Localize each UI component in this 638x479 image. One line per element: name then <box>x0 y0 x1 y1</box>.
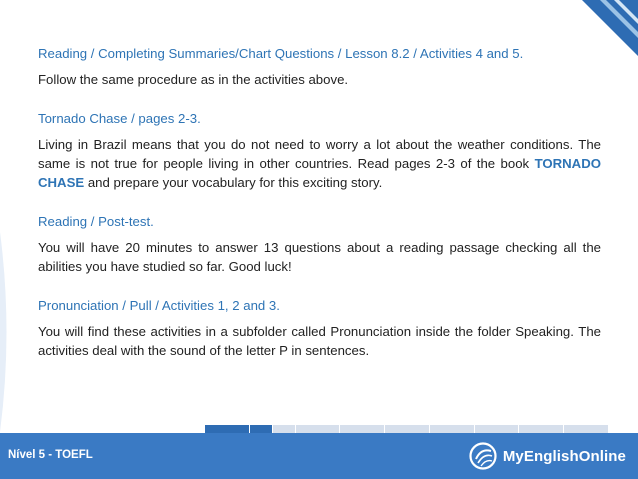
left-rail-decoration <box>0 232 13 432</box>
section-tornado-chase <box>38 109 601 192</box>
section-body: You will find these activities in a subfolder called Pronunciation inside the folder Speaking. The activities deal with the sound of the letter P in sentences. <box>38 324 601 358</box>
activities-list <box>38 44 601 380</box>
progress-segment <box>273 425 295 433</box>
slide-progress-bar <box>205 425 608 433</box>
progress-segment <box>475 425 519 433</box>
progress-segment <box>564 425 608 433</box>
footer-bar <box>0 433 638 479</box>
section-body-text: Living in Brazil means that you do not need to worry a lot about the weather conditions. The same is not true for people living in other countries. Read pages 2-3 of the book <box>38 137 601 171</box>
progress-segment-filled <box>250 425 272 433</box>
book-title-highlight: TORNADO CHASE <box>38 156 601 190</box>
level-label: Nível 5 - TOEFL <box>8 449 93 461</box>
section-pronunciation <box>38 296 601 360</box>
section-post-test <box>38 212 601 276</box>
section-heading: Pronunciation / Pull / Activities 1, 2 and 3. <box>38 298 280 313</box>
progress-segment <box>340 425 384 433</box>
progress-segment <box>430 425 474 433</box>
brand-logo <box>469 442 626 470</box>
progress-segment <box>519 425 563 433</box>
globe-swirl-icon <box>469 442 497 470</box>
section-reading-summaries <box>38 44 601 89</box>
progress-segment <box>385 425 429 433</box>
section-body <box>38 135 601 192</box>
section-heading: Reading / Completing Summaries/Chart Questions / Lesson 8.2 / Activities 4 and 5. <box>38 46 524 61</box>
section-body: You will have 20 minutes to answer 13 questions about a reading passage checking all the abilities you have studied so far. Good luck! <box>38 240 601 274</box>
section-heading: Tornado Chase / pages 2-3. <box>38 111 201 126</box>
section-heading: Reading / Post-test. <box>38 214 154 229</box>
section-body-text: and prepare your vocabulary for this exciting story. <box>84 175 383 190</box>
brand-name: MyEnglishOnline <box>502 447 626 465</box>
progress-segment <box>296 425 340 433</box>
progress-segment-filled <box>205 425 249 433</box>
section-body: Follow the same procedure as in the activities above. <box>38 72 349 87</box>
